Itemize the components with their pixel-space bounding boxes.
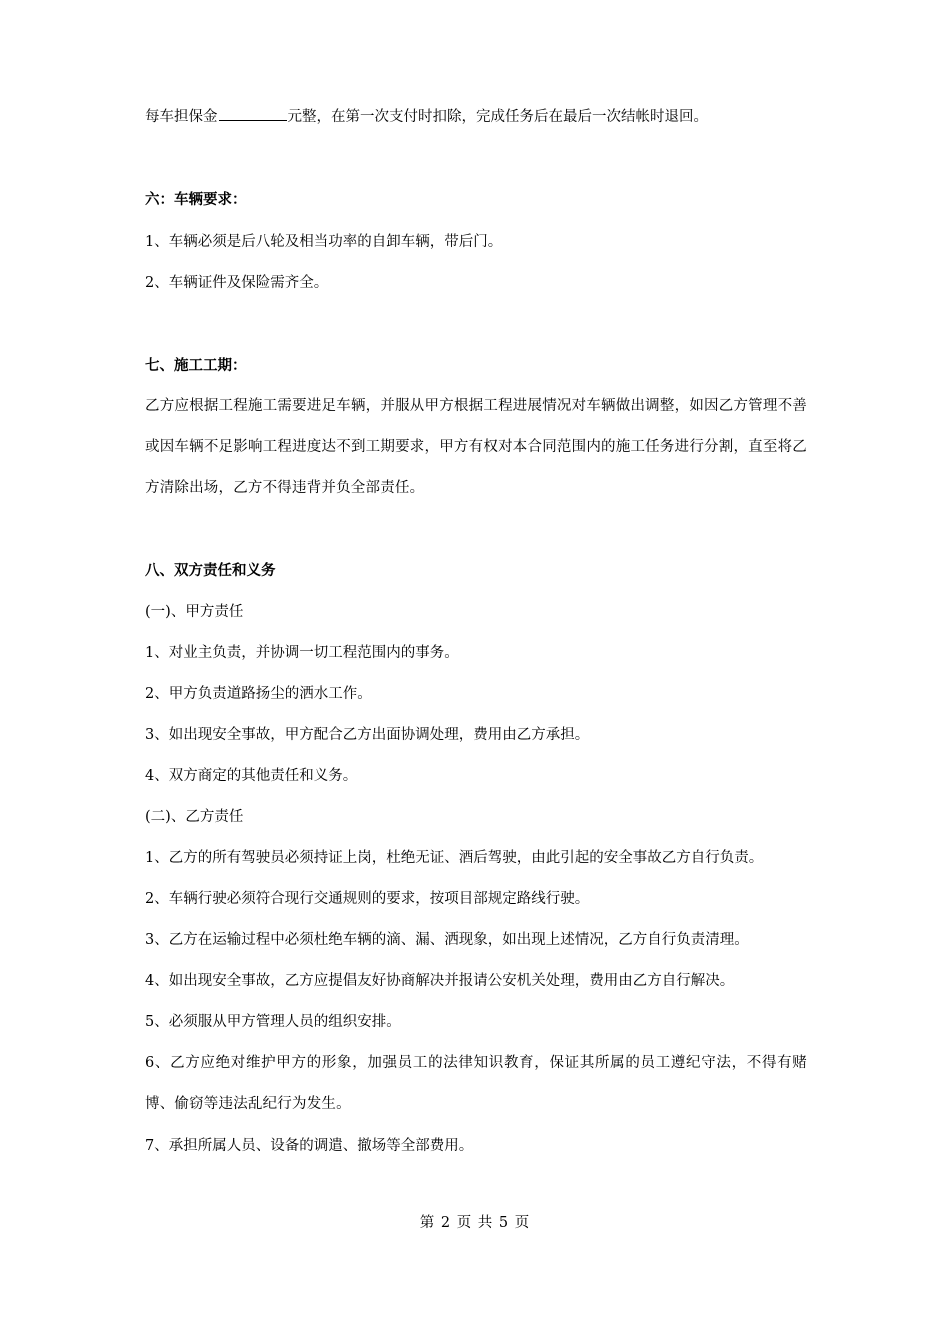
section8-heading: 八、双方责任和义务: [145, 563, 276, 579]
deposit-prefix: 每车担保金: [145, 109, 218, 125]
deposit-line: [145, 106, 807, 127]
section7-heading: 七、施工工期：: [145, 358, 247, 374]
party-a-title: (一)、甲方责任: [145, 604, 244, 620]
deposit-suffix: 元整，在第一次支付时扣除，完成任务后在最后一次结帐时退回。: [287, 109, 708, 125]
party-a-item-4: 4、双方商定的其他责任和义务。: [145, 768, 358, 784]
party-b-item-7: 7、承担所属人员、设备的调遣、撤场等全部费用。: [145, 1138, 474, 1154]
party-a-item-3: 3、如出现安全事故，甲方配合乙方出面协调处理，费用由乙方承担。: [145, 727, 590, 743]
page-footer: 第 2 页 共 5 页: [419, 1215, 531, 1231]
party-b-item-5: 5、必须服从甲方管理人员的组织安排。: [145, 1014, 401, 1030]
deposit-amount-blank: [219, 106, 287, 121]
party-b-title: (二)、乙方责任: [145, 809, 244, 825]
party-a-item-2: 2、甲方负责道路扬尘的洒水工作。: [145, 686, 372, 702]
party-b-item-1: 1、乙方的所有驾驶员必须持证上岗，杜绝无证、酒后驾驶，由此引起的安全事故乙方自行负责。: [145, 850, 764, 866]
section7-body: 乙方应根据工程施工需要进足车辆，并服从甲方根据工程进展情况对车辆做出调整，如因乙方管理不善或因车辆不足影响工程进度达不到工期要求，甲方有权对本合同范围内的施工任务进行分割，直至将乙方清除出场，乙方不得违背并负全部责任。: [145, 398, 807, 496]
party-b-item-4: 4、如出现安全事故，乙方应提倡友好协商解决并报请公安机关处理，费用由乙方自行解决。: [145, 973, 735, 989]
party-b-item-6: 6、乙方应绝对维护甲方的形象，加强员工的法律知识教育，保证其所属的员工遵纪守法，不得有赌博、偷窃等违法乱纪行为发生。: [145, 1055, 807, 1112]
document-content: [145, 98, 807, 1156]
section6-heading: 六：车辆要求：: [145, 192, 247, 208]
party-a-item-1: 1、对业主负责，并协调一切工程范围内的事务。: [145, 645, 459, 661]
party-b-item-2: 2、车辆行驶必须符合现行交通规则的要求，按项目部规定路线行驶。: [145, 891, 590, 907]
section6-item-2: 2、车辆证件及保险需齐全。: [145, 275, 329, 291]
party-b-item-3: 3、乙方在运输过程中必须杜绝车辆的滴、漏、洒现象，如出现上述情况，乙方自行负责清理。: [145, 932, 749, 948]
section6-item-1: 1、车辆必须是后八轮及相当功率的自卸车辆，带后门。: [145, 234, 503, 250]
